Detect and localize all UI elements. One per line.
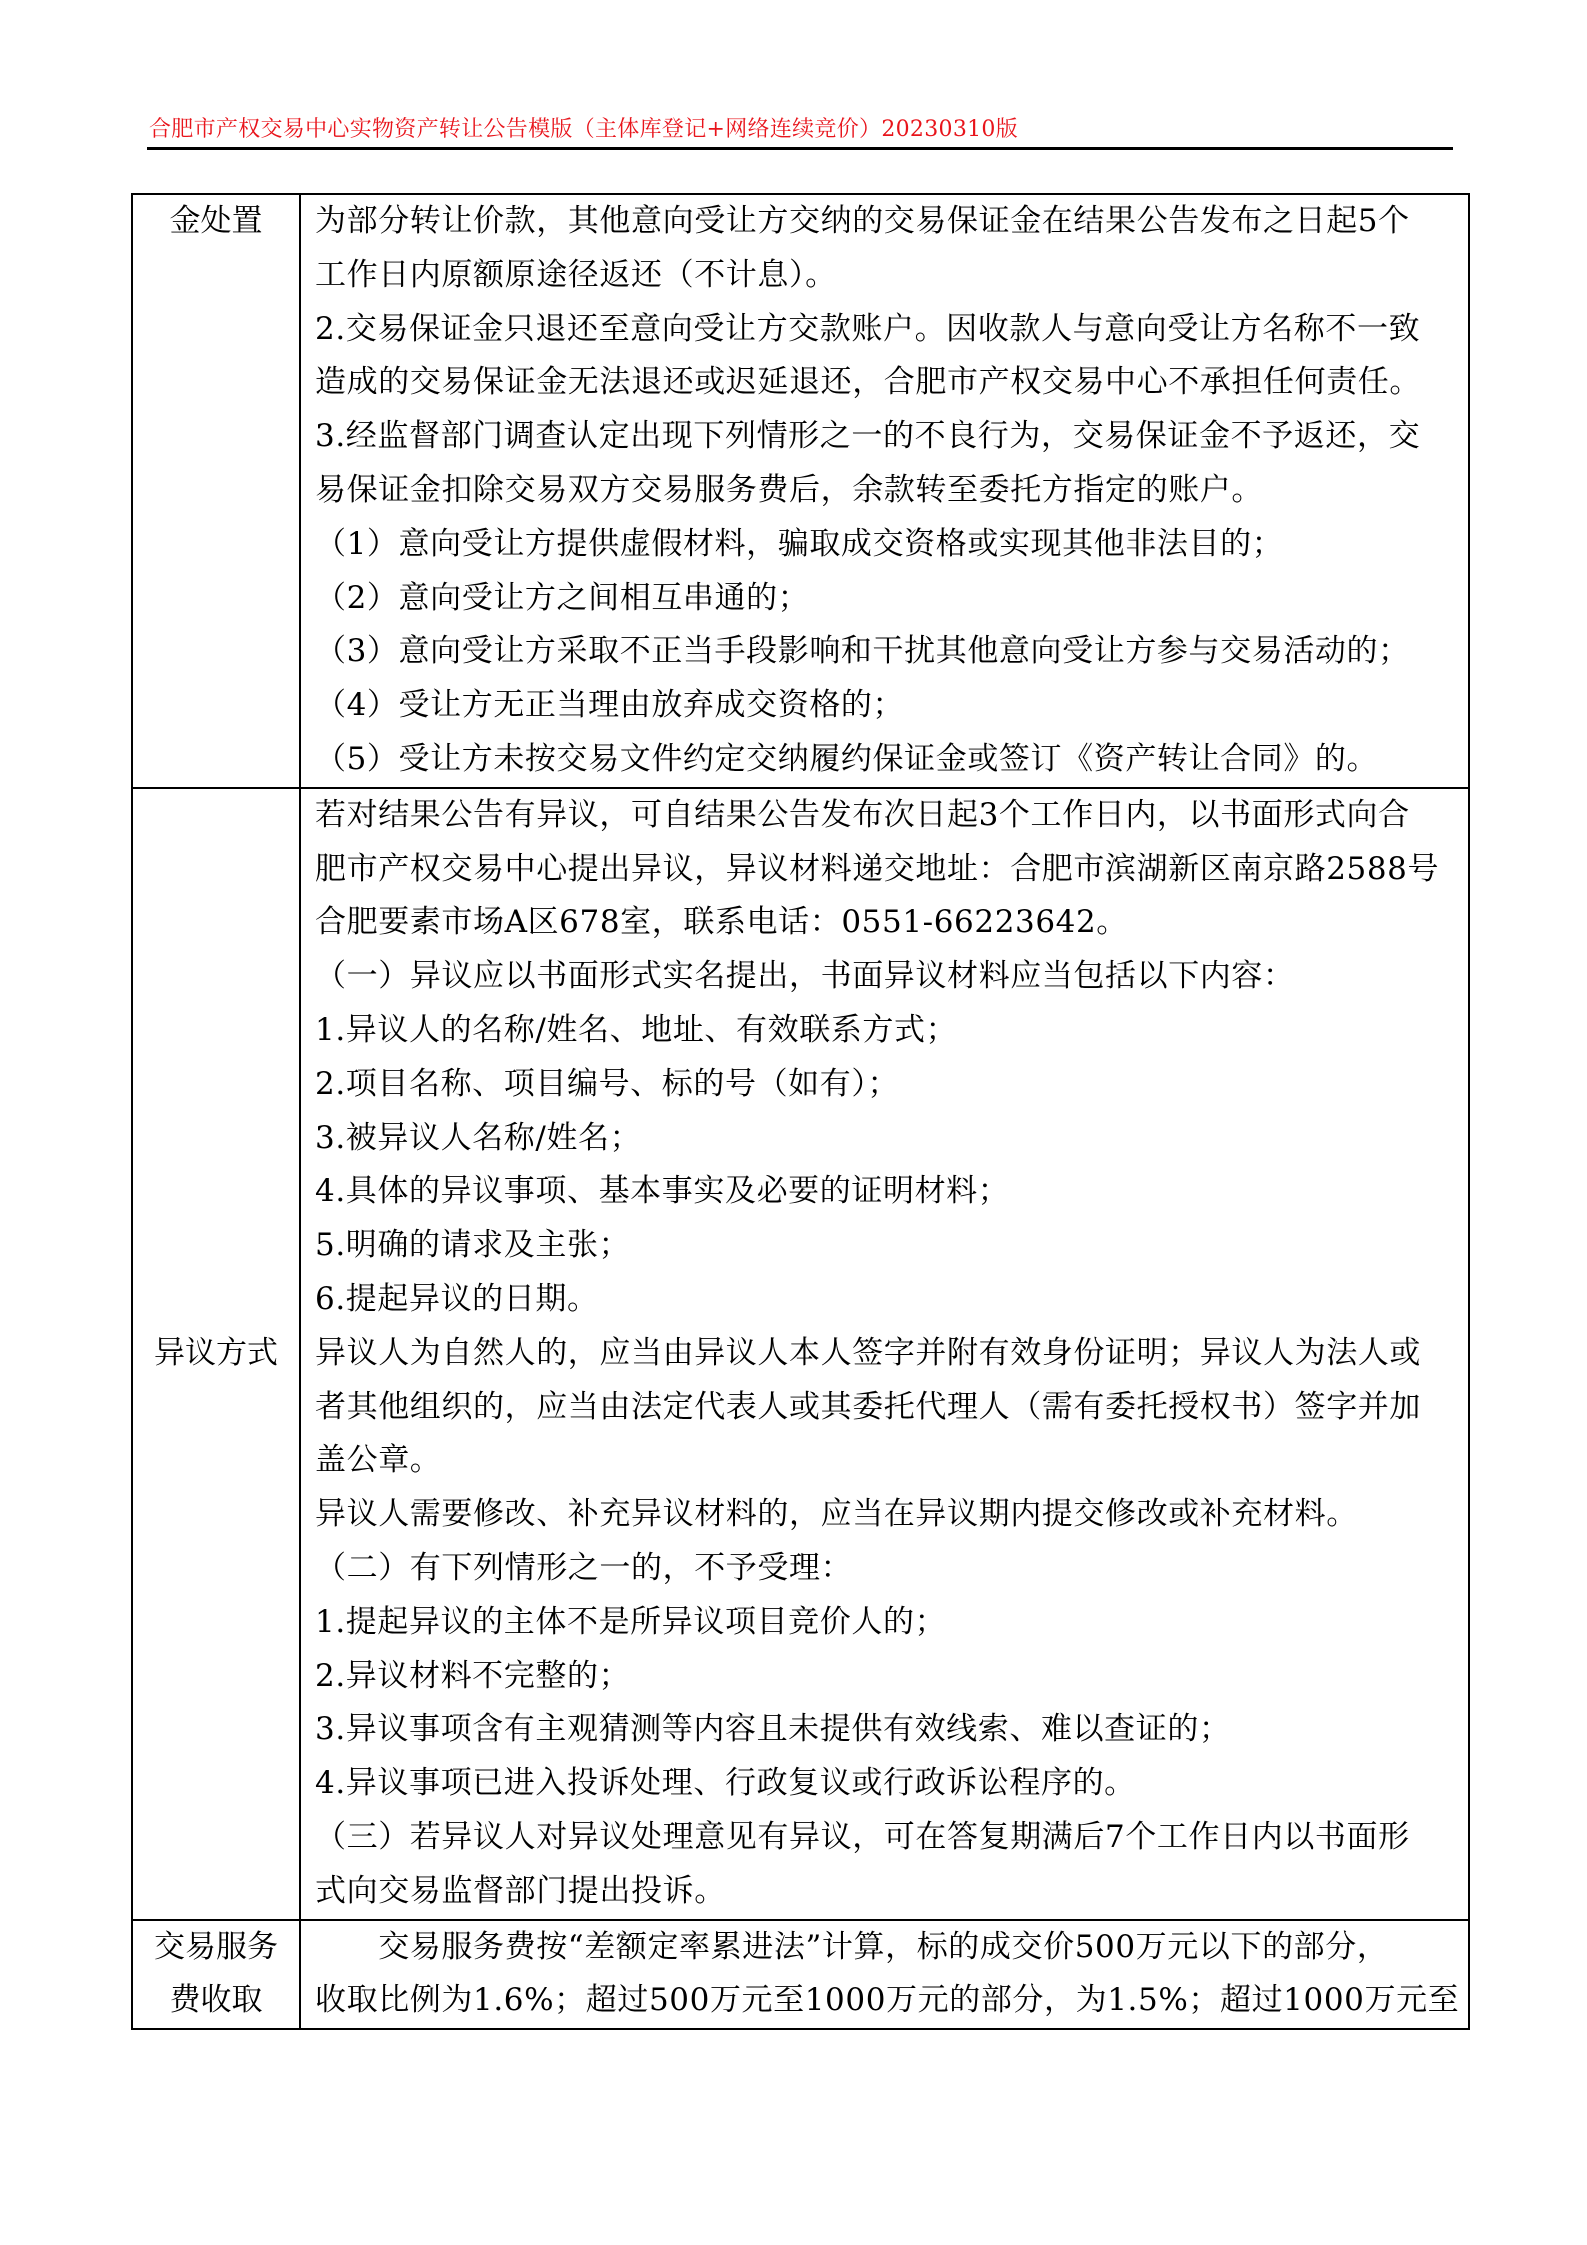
row-label-cell	[132, 1920, 300, 2030]
text-line: 收取比例为1.6%；超过500万元至1000万元的部分，为1.5%；超过1000万元至	[315, 1982, 1460, 2019]
text-line: 3.异议事项含有主观猜测等内容且未提供有效线索、难以查证的；	[315, 1711, 1231, 1748]
announcement-table	[131, 193, 1470, 2030]
text-line: 2.项目名称、项目编号、标的号（如有）；	[315, 1065, 900, 1102]
text-line: （一）异议应以书面形式实名提出，书面异议材料应当包括以下内容：	[315, 958, 1295, 995]
text-line: 工作日内原额原途径返还（不计息）。	[315, 256, 837, 293]
row-label: 交易服务	[154, 1928, 278, 1965]
text-line: （2）意向受让方之间相互串通的；	[315, 579, 810, 616]
row-label: 金处置	[169, 203, 263, 239]
text-line: 异议人为自然人的，应当由异议人本人签字并附有效身份证明；异议人为法人或	[315, 1334, 1421, 1371]
document-header-title: 合肥市产权交易中心实物资产转让公告模版（主体库登记+网络连续竞价）20230310版	[149, 117, 1019, 142]
text-line: 6.提起异议的日期。	[315, 1280, 599, 1317]
row-content-cell	[300, 194, 1469, 788]
row-label-cell	[132, 788, 300, 1920]
text-line: 式向交易监督部门提出投诉。	[315, 1872, 726, 1909]
text-line: 为部分转让价款，其他意向受让方交纳的交易保证金在结果公告发布之日起5个	[315, 203, 1410, 239]
text-line: （三）若异议人对异议处理意见有异议，可在答复期满后7个工作日内以书面形	[315, 1818, 1410, 1855]
text-line: （4）受让方无正当理由放弃成交资格的；	[315, 687, 905, 724]
text-line: 3.被异议人名称/姓名；	[315, 1119, 642, 1156]
text-line: （3）意向受让方采取不正当手段影响和干扰其他意向受让方参与交易活动的；	[315, 633, 1410, 670]
table-row-service-fee	[132, 1920, 1469, 2030]
text-line: （1）意向受让方提供虚假材料，骗取成交资格或实现其他非法目的；	[315, 525, 1284, 562]
text-line: 合肥要素市场A区678室，联系电话：0551-66223642。	[315, 904, 1128, 941]
text-line: 易保证金扣除交易双方交易服务费后，余款转至委托方指定的账户。	[315, 471, 1263, 508]
row-content-cell	[300, 788, 1469, 1920]
text-line: 3.经监督部门调查认定出现下列情形之一的不良行为，交易保证金不予返还，交	[315, 418, 1421, 455]
row-label-cell	[132, 194, 300, 788]
text-line: 2.交易保证金只退还至意向受让方交款账户。因收款人与意向受让方名称不一致	[315, 310, 1421, 347]
text-line: 5.明确的请求及主张；	[315, 1227, 631, 1264]
text-line: 2.异议材料不完整的；	[315, 1657, 631, 1694]
text-line: 1.提起异议的主体不是所异议项目竞价人的；	[315, 1603, 947, 1640]
text-line: 若对结果公告有异议，可自结果公告发布次日起3个工作日内，以书面形式向合	[315, 796, 1410, 833]
text-line: 1.异议人的名称/姓名、地址、有效联系方式；	[315, 1011, 958, 1048]
row-label: 异议方式	[154, 1334, 278, 1371]
row-label: 费收取	[169, 1982, 263, 2019]
row-content-cell	[300, 1920, 1469, 2030]
text-line: 肥市产权交易中心提出异议，异议材料递交地址：合肥市滨湖新区南京路2588号	[315, 850, 1440, 887]
text-line: 4.具体的异议事项、基本事实及必要的证明材料；	[315, 1173, 1010, 1210]
text-line: （二）有下列情形之一的，不予受理：	[315, 1549, 853, 1586]
text-line: 盖公章。	[315, 1442, 442, 1479]
text-line: 4.异议事项已进入投诉处理、行政复议或行政诉讼程序的。	[315, 1765, 1136, 1802]
text-line: 交易服务费按“差额定率累进法”计算，标的成交价500万元以下的部分，	[315, 1928, 1389, 1965]
header-divider	[147, 147, 1453, 150]
table-row-objection-method	[132, 788, 1469, 1920]
text-line: 造成的交易保证金无法退还或迟延退还，合肥市产权交易中心不承担任何责任。	[315, 364, 1421, 401]
text-line: 异议人需要修改、补充异议材料的，应当在异议期内提交修改或补充材料。	[315, 1496, 1358, 1533]
text-line: 者其他组织的，应当由法定代表人或其委托代理人（需有委托授权书）签字并加	[315, 1388, 1421, 1425]
table-row-deposit-disposal	[132, 194, 1469, 788]
text-line: （5）受让方未按交易文件约定交纳履约保证金或签订《资产转让合同》的。	[315, 740, 1379, 777]
